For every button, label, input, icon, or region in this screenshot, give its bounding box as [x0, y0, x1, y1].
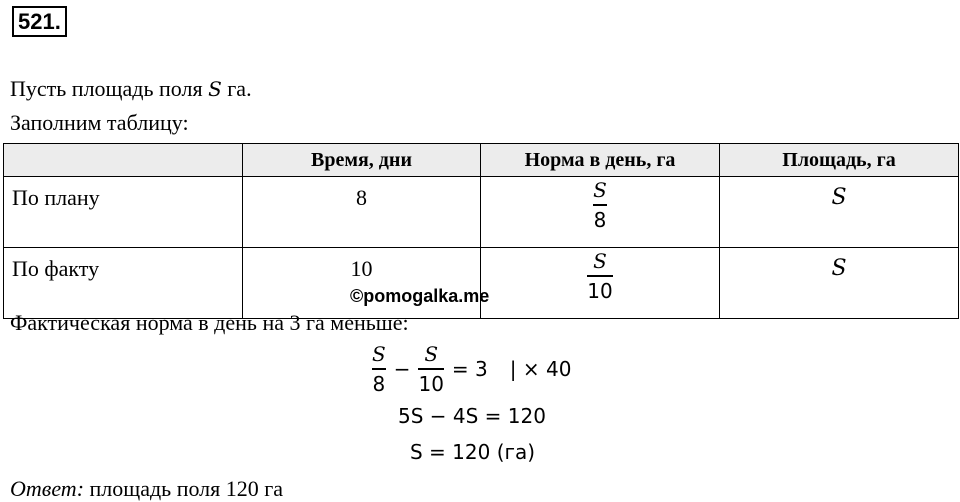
area-cell: S [720, 177, 959, 248]
rate-fraction [593, 177, 607, 233]
fraction-numerator: S [593, 249, 607, 273]
fraction-numerator: S [372, 342, 386, 366]
fraction-bar [372, 368, 386, 370]
equation-fraction-1 [372, 341, 386, 397]
fraction-bar [593, 204, 607, 206]
watermark: ©pomogalka.me [350, 286, 490, 306]
equation-fraction-2 [418, 341, 443, 397]
rate-cell [481, 177, 720, 248]
intro-variable: S [208, 77, 222, 101]
statement: Фактическая норма в день на 3 га меньше: [10, 310, 409, 335]
table-header-time: Время, дни [243, 144, 481, 177]
problem-number: 521. [12, 6, 67, 37]
minus-sign: − [393, 357, 411, 381]
table-row [4, 248, 959, 319]
intro-line-1 [10, 76, 252, 102]
equation-2: 5S − 4S = 120 [398, 404, 546, 428]
rate-fraction [587, 248, 612, 304]
answer-label: Ответ: [10, 476, 85, 501]
rate-cell [481, 248, 720, 319]
fraction-denominator: 8 [372, 372, 386, 396]
intro-text-before: Пусть площадь поля [10, 76, 209, 101]
row-label: По факту [4, 248, 243, 319]
time-cell: 8 [243, 177, 481, 248]
fraction-numerator: S [593, 178, 607, 202]
fraction-denominator: 10 [418, 372, 444, 396]
answer-line [10, 476, 283, 502]
fraction-bar [587, 275, 612, 277]
equation-rhs: = 3 [451, 357, 488, 381]
intro-line-2: Заполним таблицу: [10, 110, 189, 135]
table-header-row [4, 144, 959, 177]
time-cell: 10 [243, 248, 481, 319]
equation-3: S = 120 (га) [410, 440, 536, 464]
table-row [4, 177, 959, 248]
table-header-empty [4, 144, 243, 177]
answer-text: площадь поля 120 га [84, 476, 284, 501]
table-header-rate: Норма в день, га [481, 144, 720, 177]
intro-text-after: га. [221, 76, 252, 101]
multiplier-note: | × 40 [509, 357, 572, 381]
area-cell: S [720, 248, 959, 319]
row-label: По плану [4, 177, 243, 248]
fraction-denominator: 8 [593, 208, 607, 232]
fraction-bar [418, 368, 443, 370]
table-header-area: Площадь, га [720, 144, 959, 177]
equation-1 [372, 341, 571, 397]
fraction-denominator: 10 [587, 279, 613, 303]
fraction-numerator: S [424, 342, 439, 366]
